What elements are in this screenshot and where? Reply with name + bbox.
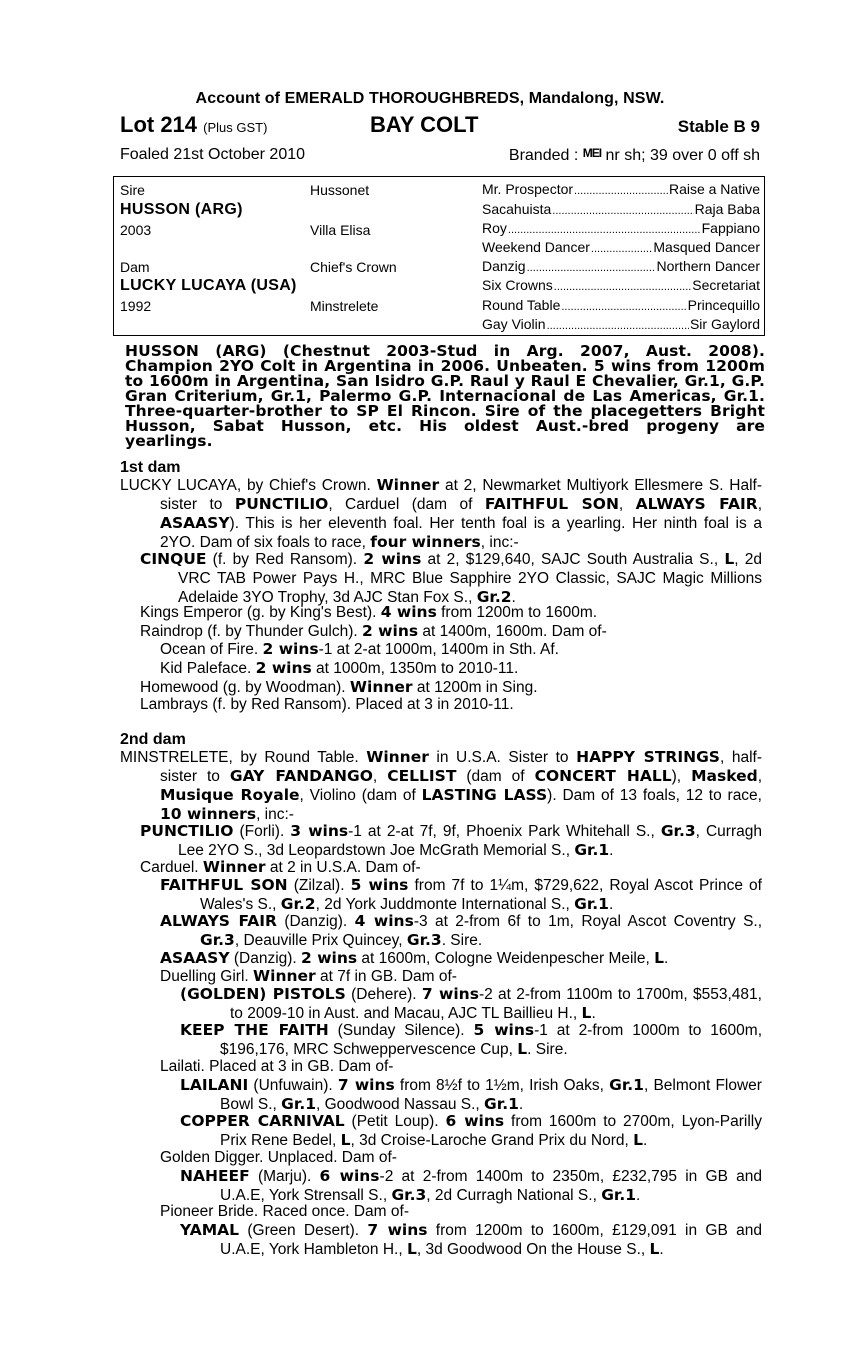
bold: NAHEEF	[180, 1167, 250, 1185]
sire-year: 2003	[120, 222, 152, 238]
text: , Deauville Prix Quincey,	[234, 932, 407, 949]
bold: 4 wins	[380, 603, 437, 621]
bold: ALWAYS FAIR	[635, 495, 758, 513]
sire-summary	[125, 344, 765, 449]
text: -2 at 2-from 1100m to 1700m, $553,481, to 2009-10 in Aust. and Macau, AJC TL Baillieu H.,	[230, 986, 762, 1022]
bold: 7 wins	[337, 1076, 395, 1094]
text: (Petit Loup).	[344, 1113, 446, 1130]
text: .	[636, 1187, 641, 1204]
text: -1 at 2-at 1000m, 1400m in Sth. Af.	[318, 641, 559, 658]
text: .	[591, 1005, 596, 1022]
text: , Curragh Lee 2YO S., 3d Leopardstown Joe McGrath Memorial S.,	[178, 823, 762, 859]
bold: Gr.3	[391, 1186, 427, 1204]
bold: L	[633, 1131, 643, 1149]
produce-yamal	[180, 1221, 762, 1259]
ancestor-name: Weekend Dancer	[482, 239, 590, 255]
sire-dam: Villa Elisa	[310, 222, 371, 238]
text: (Danzig).	[276, 913, 355, 930]
text: (f. by Red Ransom).	[206, 551, 364, 568]
lot-number	[120, 112, 267, 138]
bold: L	[406, 1240, 417, 1258]
produce-kid-paleface	[160, 659, 518, 678]
bold: Winner	[202, 858, 266, 876]
text: -1 at 2-from 1000m to 1600m, $196,176, MRC Schweppervescence Cup,	[220, 1022, 763, 1058]
text: (Forli).	[233, 823, 291, 840]
text: -2 at 2-from 1400m to 2350m, £232,795 in GB and U.A.E, York Strensall S.,	[220, 1168, 762, 1204]
bold: 5 wins	[350, 876, 409, 894]
bold: L	[654, 949, 664, 967]
text: at 1600m, Cologne Weidenpescher Meile,	[357, 950, 655, 967]
text: , 2d VRC TAB Power Pays H., MRC Blue Sapphire 2YO Classic, SAJC Magic Millions Adelaide 3YO Trophy, 3d AJC Stan Fox S.,	[178, 551, 762, 606]
bold: 2 wins	[262, 640, 319, 658]
bold: 2 wins	[362, 622, 419, 640]
bold: ASAASY	[160, 949, 230, 967]
bold: FAITHFUL SON	[484, 495, 619, 513]
text: , Goodwood Nassau S.,	[316, 1096, 485, 1113]
text: (Danzig).	[229, 950, 302, 967]
bold: 6 wins	[319, 1167, 380, 1185]
bold: Gr.1	[484, 1095, 519, 1113]
text: at 1200m in Sing.	[412, 679, 538, 696]
ancestor-row	[482, 258, 760, 274]
text: Kid Paleface.	[160, 660, 256, 677]
text: ,	[618, 496, 636, 513]
text: MINSTRELETE, by Round Table.	[120, 749, 367, 766]
produce-pioneer-bride	[160, 1203, 409, 1221]
bold: LASTING LASS	[421, 786, 548, 804]
text: (Sunday Silence).	[328, 1022, 474, 1039]
bold: PUNCTILIO	[140, 822, 234, 840]
produce-golden-pistols	[180, 985, 762, 1023]
text: Ocean of Fire.	[160, 641, 263, 658]
stable-location: Stable B 9	[677, 117, 760, 136]
sire-name: HUSSON (ARG)	[120, 201, 243, 218]
text: .	[511, 589, 516, 606]
text: .	[663, 950, 669, 967]
brand-info	[509, 146, 760, 165]
bold: 7 wins	[367, 1221, 428, 1239]
produce-carduel	[140, 858, 421, 877]
produce-always-fair	[160, 912, 762, 950]
text: at 2, $129,640, SAJC South Australia S.,	[421, 551, 725, 568]
bold: Gr.3	[660, 822, 696, 840]
text: (Zilzal).	[287, 877, 351, 894]
text: Lambrays (f. by Red Ransom). Placed at 3 in 2010-11.	[140, 696, 514, 713]
bold: ALWAYS FAIR	[160, 912, 277, 930]
bold: four winners	[370, 533, 481, 551]
produce-asaasy	[160, 949, 668, 968]
ancestor-row	[482, 297, 760, 313]
bold: HAPPY STRINGS	[576, 748, 720, 766]
bold: Gr.1	[601, 1186, 637, 1204]
bold: Gr.2	[476, 588, 512, 606]
bold: CINQUE	[140, 550, 207, 568]
bold: Winner	[376, 476, 440, 494]
sire-label: Sire	[120, 182, 145, 198]
bold: 2 wins	[255, 659, 312, 677]
bold: CELLIST	[387, 767, 457, 785]
ancestor-name: Gay Violin	[482, 316, 546, 332]
text: Carduel.	[140, 859, 203, 876]
text: -3 at 2-from 6f to 1m, Royal Ascot Coventry S.,	[413, 913, 763, 930]
lot-note: (Plus GST)	[203, 120, 268, 135]
ancestor-sire: Raja Baba	[694, 201, 760, 217]
leader-dots	[574, 181, 668, 197]
text: at 2, Newmarket Multiyork Ellesmere S. Half-sister to	[160, 477, 762, 513]
text: from 1200m to 1600m, £129,091 in GB and U.A.E, York Hambleton H.,	[220, 1222, 763, 1258]
brand-mark: MEI	[582, 146, 602, 160]
bold: 7 wins	[421, 985, 479, 1003]
ancestor-name: Mr. Prospector	[482, 181, 574, 197]
leader-dots	[561, 297, 686, 313]
leader-dots	[554, 277, 692, 293]
produce-raindrop	[140, 622, 607, 641]
bold: L	[517, 1040, 528, 1058]
text: Kings Emperor (g. by King's Best).	[140, 604, 381, 621]
text: , Violino (dam of	[299, 787, 422, 804]
produce-lambrays	[140, 696, 514, 714]
ancestor-row	[482, 181, 760, 197]
text: from 8½f to 1½m, Irish Oaks,	[394, 1077, 610, 1094]
ancestor-sire: Masqued Dancer	[653, 239, 760, 255]
second-dam-intro	[120, 748, 762, 824]
text: at 1400m, 1600m. Dam of-	[418, 623, 607, 640]
text: .	[642, 1132, 648, 1149]
bold: LAILANI	[180, 1076, 249, 1094]
text: Lailati. Placed at 3 in GB. Dam of-	[160, 1058, 394, 1075]
text: Golden Digger. Unplaced. Dam of-	[160, 1149, 397, 1166]
text: (Dehere).	[345, 986, 422, 1003]
bold: Gr.1	[281, 1095, 317, 1113]
text: .	[609, 842, 614, 859]
bold: Gr.2	[280, 895, 316, 913]
bold: Gr.3	[406, 931, 442, 949]
text: .	[659, 1241, 664, 1258]
text: at 2 in U.S.A. Dam of-	[265, 859, 421, 876]
text: .	[608, 896, 614, 913]
text: Raindrop (f. by Thunder Gulch).	[140, 623, 362, 640]
ancestor-row	[482, 239, 760, 255]
dam-label: Dam	[120, 259, 150, 275]
sire-summary-text: HUSSON (ARG) (Chestnut 2003-Stud in Arg. 2007, Aust. 2008). Champion 2YO Colt in Argentina in 2006. Unbeaten. 5 wins from 1200m to 1600m in Argentina, San Isidro G.P. Raul y Raul E Chevalier, Gr.1, G.P. Gran Criterium, Gr.1, Palermo G.P. Internacional de Las Americas, Gr.1. Three-quarter-brother to SP El Rincon. Sire of the placegetters Bright Husson, Sabat Husson, etc. His oldest Aust.-bred progeny are yearlings.	[125, 342, 765, 450]
text: from 1600m to 2700m, Lyon-Parilly Prix Rene Bedel,	[220, 1113, 763, 1149]
text: at 1000m, 1350m to 2010-11.	[311, 660, 519, 677]
produce-punctilio	[140, 822, 762, 860]
bold: 2 wins	[301, 949, 358, 967]
produce-cinque	[140, 550, 762, 607]
bold: Gr.1	[574, 895, 609, 913]
text: , 2d York Juddmonte International S.,	[315, 896, 575, 913]
second-dam-heading: 2nd dam	[120, 731, 186, 748]
produce-lailati	[160, 1058, 393, 1076]
bold: 10 winners	[160, 805, 257, 823]
ancestor-row	[482, 277, 760, 293]
bold: Winner	[253, 967, 316, 985]
leader-dots	[591, 239, 652, 255]
ancestor-sire: Northern Dancer	[656, 258, 760, 274]
produce-ocean-of-fire	[160, 640, 559, 659]
branded-label: Branded :	[508, 147, 579, 164]
bold: L	[724, 550, 735, 568]
bold: 4 wins	[354, 912, 414, 930]
text: , 3d Goodwood On the House S.,	[416, 1241, 650, 1258]
produce-copper-carnival	[180, 1112, 762, 1150]
ancestor-name: Round Table	[482, 297, 561, 313]
bold: Gr.1	[574, 841, 610, 859]
bold: (GOLDEN) PISTOLS	[180, 985, 346, 1003]
text: Homewood (g. by Woodman).	[140, 679, 350, 696]
ancestor-row	[482, 316, 760, 332]
bold: 3 wins	[290, 822, 349, 840]
text: Duelling Girl.	[160, 968, 254, 985]
dam-year: 1992	[120, 298, 152, 314]
bold: 5 wins	[473, 1021, 535, 1039]
bold: PUNCTILIO	[234, 495, 329, 513]
ancestor-name: Sacahuista	[482, 201, 552, 217]
text: , inc:-	[480, 534, 519, 551]
ancestor-sire: Secretariat	[692, 277, 760, 293]
produce-kings-emperor	[140, 603, 597, 622]
text: . Sire.	[527, 1041, 568, 1058]
text: from 1200m to 1600m.	[436, 604, 598, 621]
text: ),	[671, 768, 692, 785]
leader-dots	[552, 201, 693, 217]
bold: KEEP THE FAITH	[180, 1021, 329, 1039]
text: (Green Desert).	[239, 1222, 368, 1239]
produce-duelling-girl	[160, 967, 457, 986]
first-dam-intro	[120, 476, 762, 552]
foaled-date: Foaled 21st October 2010	[120, 146, 306, 163]
text: ). This is her eleventh foal. Her tenth foal is a yearling. Her ninth foal is a 2YO. Dam of six foals to race,	[160, 515, 762, 551]
vendor-account: Account of EMERALD THOROUGHBREDS, Mandalong, NSW.	[195, 90, 665, 107]
bold: GAY FANDANGO	[229, 767, 373, 785]
produce-golden-digger	[160, 1149, 397, 1167]
ancestor-name: Danzig	[482, 258, 526, 274]
bold: FAITHFUL SON	[160, 876, 288, 894]
leader-dots	[547, 316, 689, 332]
dam-sire: Chief's Crown	[310, 259, 397, 275]
text: Pioneer Bride. Raced once. Dam of-	[160, 1203, 409, 1220]
leader-dots	[508, 220, 701, 236]
bold: Masked	[691, 767, 758, 785]
produce-homewood	[140, 678, 538, 697]
text: ,	[757, 768, 762, 785]
text: , 3d Croise-Laroche Grand Prix du Nord,	[350, 1132, 634, 1149]
bold: 6 wins	[445, 1112, 505, 1130]
bold: CONCERT HALL	[534, 767, 672, 785]
text: at 7f in GB. Dam of-	[315, 968, 457, 985]
first-dam-heading: 1st dam	[120, 459, 181, 476]
dam-name: LUCKY LUCAYA (USA)	[120, 277, 297, 294]
text: in U.S.A. Sister to	[428, 749, 577, 766]
bold: ASAASY	[160, 514, 230, 532]
text: ). Dam of 13 foals, 12 to race,	[547, 787, 762, 804]
text: , Belmont Flower Bowl S.,	[220, 1077, 762, 1113]
bold: YAMAL	[180, 1221, 240, 1239]
bold: Winner	[366, 748, 429, 766]
text: ,	[372, 768, 388, 785]
sire-sire: Hussonet	[310, 182, 370, 198]
produce-keep-the-faith	[180, 1021, 762, 1059]
lot-label: Lot 214	[120, 112, 198, 137]
ancestor-name: Six Crowns	[482, 277, 553, 293]
ancestor-sire: Fappiano	[701, 220, 760, 236]
bold: Gr.3	[200, 931, 235, 949]
produce-faithful-son	[160, 876, 762, 914]
text: , 2d Curragh National S.,	[426, 1187, 602, 1204]
produce-lailani	[180, 1076, 762, 1114]
horse-description: BAY COLT	[370, 112, 479, 137]
text: . Sire.	[441, 932, 483, 949]
text: LUCKY LUCAYA, by Chief's Crown.	[120, 477, 377, 494]
bold: COPPER CARNIVAL	[180, 1112, 345, 1130]
ancestor-name: Roy	[482, 220, 507, 236]
bold: Musique Royale	[160, 786, 300, 804]
text: from 7f to 1¼m, $729,622, Royal Ascot Prince of Wales's S.,	[200, 877, 762, 913]
text: , Carduel (dam of	[328, 496, 485, 513]
ancestor-row	[482, 201, 760, 217]
text: (Marju).	[249, 1168, 320, 1185]
ancestor-sire: Sir Gaylord	[689, 316, 760, 332]
bold: 2 wins	[363, 550, 422, 568]
bold: Gr.1	[609, 1076, 644, 1094]
text: .	[518, 1096, 524, 1113]
dam-dam: Minstrelete	[310, 298, 379, 314]
ancestor-sire: Raise a Native	[668, 181, 760, 197]
leader-dots	[527, 258, 656, 274]
text: , inc:-	[256, 806, 294, 823]
text: , half-sister to	[160, 749, 762, 785]
text: (dam of	[456, 768, 535, 785]
branded-detail: nr sh; 39 over 0 off sh	[605, 147, 760, 164]
pedigree-table	[113, 176, 765, 336]
text: ,	[757, 496, 762, 513]
bold: Winner	[349, 678, 413, 696]
ancestor-row	[482, 220, 760, 236]
text: (Unfuwain).	[248, 1077, 338, 1094]
ancestor-sire: Princequillo	[687, 297, 760, 313]
produce-naheef	[180, 1167, 762, 1205]
bold: L	[649, 1240, 660, 1258]
bold: L	[581, 1004, 592, 1022]
bold: L	[340, 1131, 351, 1149]
text: -1 at 2-at 7f, 9f, Phoenix Park Whitehall S.,	[348, 823, 661, 840]
